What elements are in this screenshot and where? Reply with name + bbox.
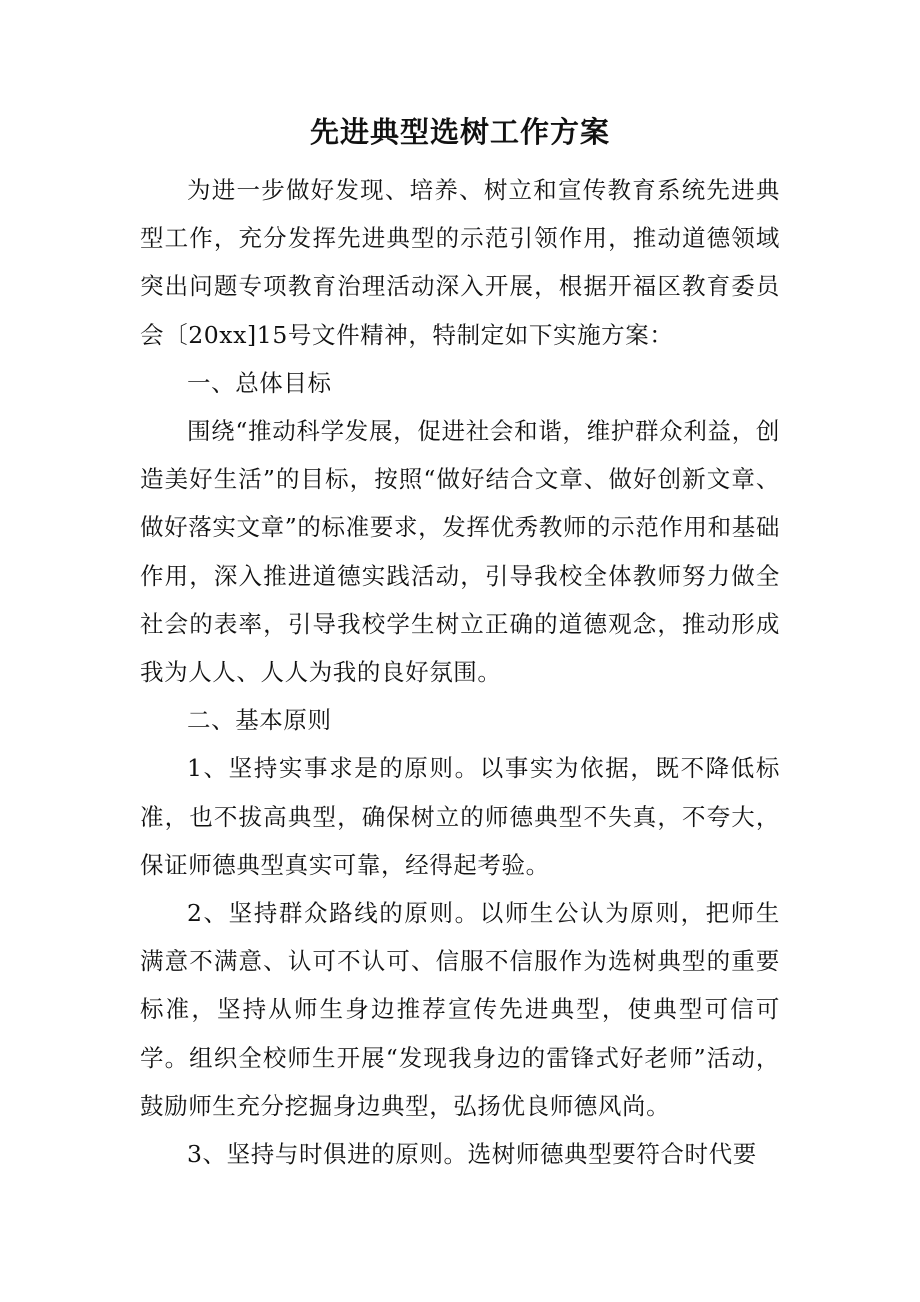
section-heading-principles: 二、基本原则	[187, 706, 332, 735]
principle-item-3: 3、坚持与时俱进的原则。选树师德典型要符合时代要	[187, 1140, 757, 1169]
document-title: 先进典型选树工作方案	[309, 115, 610, 149]
section-heading-goals: 一、总体目标	[187, 368, 332, 397]
goals-paragraph: 围绕“推动科学发展，促进社会和谐，维护群众利益，创造美好生活”的目标，按照“做好结合文章、做好创新文章、做好落实文章”的标准要求，发挥优秀教师的示范作用和基础作用，深入推进道德实践活动，引导我校全体教师努力做全社会的表率，引导我校学生树立正确的道德观念，推动形成我为人人、人人为我的良好氛围。	[140, 417, 780, 687]
document-body	[140, 166, 780, 1178]
principle-item-1: 1、坚持实事求是的原则。以事实为依据，既不降低标准，也不拔高典型，确保树立的师德典型不失真，不夸大，保证师德典型真实可靠，经得起考验。	[140, 754, 780, 879]
principle-item-2: 2、坚持群众路线的原则。以师生公认为原则，把师生满意不满意、认可不认可、信服不信服作为选树典型的重要标准，坚持从师生身边推荐宣传先进典型，使典型可信可学。组织全校师生开展“发现我身边的雷锋式好老师”活动，鼓励师生充分挖掘身边典型，弘扬优良师德风尚。	[140, 899, 780, 1120]
intro-paragraph: 为进一步做好发现、培养、树立和宣传教育系统先进典型工作，充分发挥先进典型的示范引领作用，推动道德领域突出问题专项教育治理活动深入开展，根据开福区教育委员会〔20xx]15号文件精神，特制定如下实施方案：	[140, 176, 780, 349]
